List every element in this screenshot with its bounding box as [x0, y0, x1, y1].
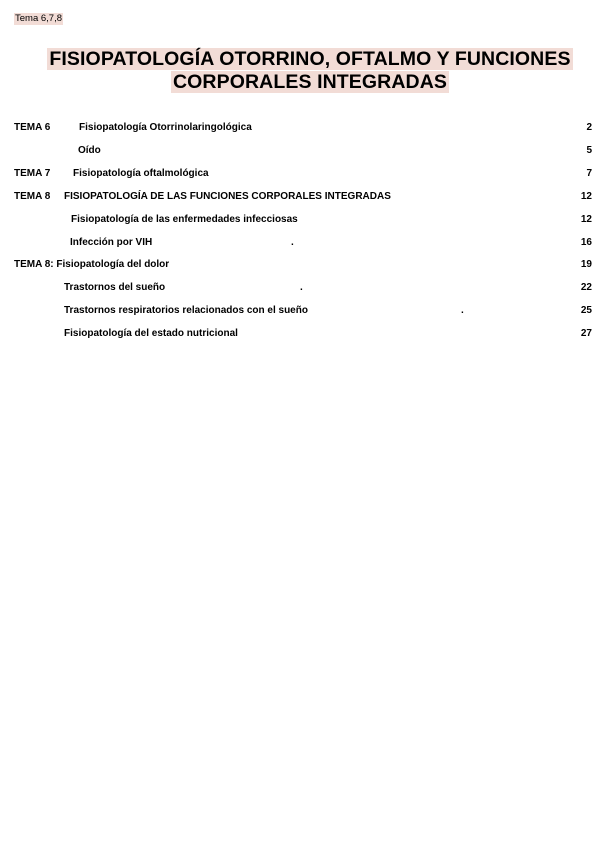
toc-text: Fisiopatología del estado nutricional — [64, 328, 238, 339]
toc-page: 16 — [580, 237, 592, 248]
title-line-2: CORPORALES INTEGRADAS — [172, 71, 448, 93]
toc-entry[interactable] — [0, 144, 600, 158]
toc-text: Oído — [78, 145, 101, 156]
toc-entry[interactable] — [0, 190, 600, 204]
toc-tema: TEMA 6 — [14, 122, 51, 133]
toc-entry[interactable] — [0, 121, 600, 135]
toc-page: 12 — [580, 191, 592, 202]
toc-page: 7 — [586, 168, 592, 179]
toc-entry[interactable] — [0, 258, 600, 272]
header-tag: Tema 6,7,8 — [15, 13, 62, 24]
title-line-1: FISIOPATOLOGÍA OTORRINO, OFTALMO Y FUNCIONES — [49, 48, 571, 70]
toc-page: 12 — [580, 214, 592, 225]
toc-text: TEMA 8: Fisiopatología del dolor — [14, 259, 170, 270]
toc-page: 22 — [580, 282, 592, 293]
toc-leader-dot: . — [300, 282, 303, 293]
toc-text: Trastornos del sueño — [64, 282, 166, 293]
toc-page: 25 — [580, 305, 592, 316]
toc-page: 2 — [586, 122, 592, 133]
toc-leader-dot: . — [291, 237, 294, 248]
toc-leader-dot: . — [461, 305, 464, 316]
toc-entry[interactable] — [0, 281, 600, 295]
toc-tema: TEMA 8 — [14, 191, 51, 202]
toc-tema: TEMA 7 — [14, 168, 51, 179]
toc-text: Fisiopatología oftalmológica — [73, 168, 209, 179]
toc-entry[interactable] — [0, 167, 600, 181]
toc-page: 19 — [580, 259, 592, 270]
toc-page: 27 — [580, 328, 592, 339]
toc-text: Fisiopatología Otorrinolaringológica — [79, 122, 252, 133]
toc-entry[interactable] — [0, 304, 600, 318]
toc-text: Infección por VIH — [70, 237, 153, 248]
toc-entry[interactable] — [0, 236, 600, 250]
toc-entry[interactable] — [0, 327, 600, 341]
toc-text: FISIOPATOLOGÍA DE LAS FUNCIONES CORPORALES INTEGRADAS — [64, 191, 391, 202]
toc-text: Trastornos respiratorios relacionados con el sueño — [64, 305, 308, 316]
toc-text: Fisiopatología de las enfermedades infecciosas — [71, 214, 298, 225]
toc-entry[interactable] — [0, 213, 600, 227]
toc-page: 5 — [586, 145, 592, 156]
